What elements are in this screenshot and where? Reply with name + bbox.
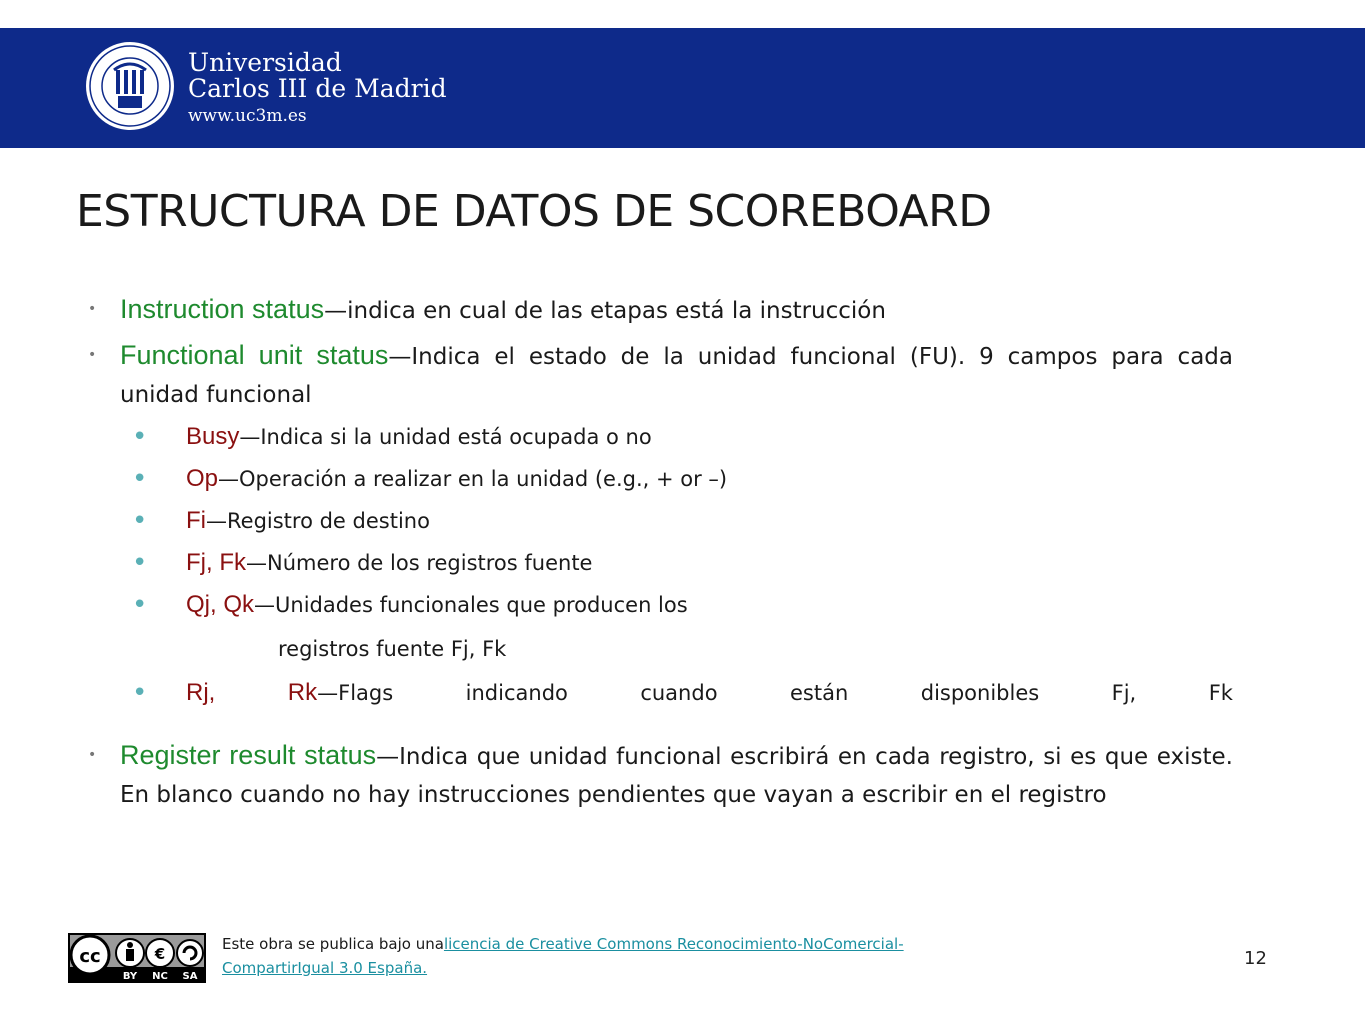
word: disponibles (920, 681, 1040, 705)
word: indicando (465, 681, 568, 705)
university-line2: Carlos III de Madrid (188, 74, 447, 103)
bullet-term: Register result status (120, 740, 377, 770)
subbullet-term: Fi (186, 507, 206, 534)
subbullet-term: Qj, Qk (186, 591, 255, 618)
subbullet-dot-icon: • (132, 422, 148, 452)
word: están (790, 681, 849, 705)
slide-title: ESTRUCTURA DE DATOS DE SCOREBOARD (76, 186, 992, 237)
subbullet-busy (88, 416, 1233, 458)
bullet-desc: —indica en cual de las etapas está la instrucción (324, 298, 886, 324)
subbullet-term: Busy (186, 423, 240, 450)
subbullet-fj-fk (88, 542, 1233, 584)
subbullet-desc: —Operación a realizar en la unidad (e.g., + or –) (218, 467, 728, 491)
subbullet-desc: —Unidades funcionales que producen los (254, 593, 688, 617)
subbullet-term-b: Rk (287, 679, 318, 706)
bullet-functional-unit-status (88, 336, 1233, 414)
subbullet-desc: —Indica si la unidad está ocupada o no (239, 425, 652, 449)
university-line1: Universidad (188, 48, 342, 77)
subbullet-dot-icon: • (132, 678, 148, 708)
subbullet-term: Op (186, 465, 219, 492)
subbullet-term: Fj, Fk (186, 549, 246, 576)
university-seal-logo (84, 40, 176, 132)
bullet-dot-icon: • (88, 747, 97, 763)
subbullet-desc: —Número de los registros fuente (246, 551, 593, 575)
subbullet-op (88, 458, 1233, 500)
word: Fk (1208, 681, 1233, 705)
badge-label-nc: NC (152, 971, 168, 982)
bullet-dot-icon: • (88, 347, 97, 363)
subbullet-rj-rk (88, 672, 1233, 714)
page-number: 12 (1244, 948, 1267, 969)
subbullet-fi (88, 500, 1233, 542)
subbullet-qj-qk-continuation: registros fuente Fj, Fk (278, 637, 507, 661)
bullet-term: Functional unit status (120, 340, 389, 370)
university-website: www.uc3m.es (188, 106, 307, 126)
university-name (188, 50, 447, 128)
spacer (88, 714, 1233, 736)
bullet-desc: —Indica que unidad funcional escribirá en cada registro, si es que existe. En blanco cuando no hay instrucciones pendientes que vayan a escribir en el registro (120, 744, 1233, 808)
badge-label-sa: SA (182, 971, 198, 982)
license-link[interactable]: licencia de Creative Commons Reconocimiento-NoComercial-CompartirIgual 3.0 España. (222, 935, 904, 977)
bullet-register-result-status (88, 736, 1233, 814)
creative-commons-badge[interactable] (68, 933, 206, 983)
bullet-desc: —Indica el estado de la unidad funcional (FU). 9 campos para cada unidad funcional (120, 344, 1233, 408)
subbullet-qj-qk (88, 584, 1233, 626)
svg-text:cc: cc (79, 946, 101, 967)
bullet-dot-icon: • (88, 301, 97, 317)
subbullet-dot-icon: • (132, 548, 148, 578)
svg-text:€: € (154, 945, 166, 963)
bullet-term: Instruction status (120, 294, 325, 324)
subbullet-dot-icon: • (132, 464, 148, 494)
badge-label-by: BY (122, 971, 138, 982)
word: Fj, (1111, 681, 1137, 705)
word: cuando (640, 681, 718, 705)
subbullet-term-b-group (288, 672, 393, 714)
license-prefix: Este obra se publica bajo una (222, 935, 444, 953)
subbullet-desc-b: —Flags (317, 681, 394, 705)
slide-content (88, 290, 1233, 814)
subbullet-dot-icon: • (132, 590, 148, 620)
subbullet-term-a: Rj, (186, 679, 216, 706)
subbullet-dot-icon: • (132, 506, 148, 536)
subbullet-desc: —Registro de destino (206, 509, 430, 533)
bullet-instruction-status (88, 290, 1233, 330)
license-text (222, 932, 922, 980)
subbullet-rj-rk-line (186, 672, 1233, 714)
